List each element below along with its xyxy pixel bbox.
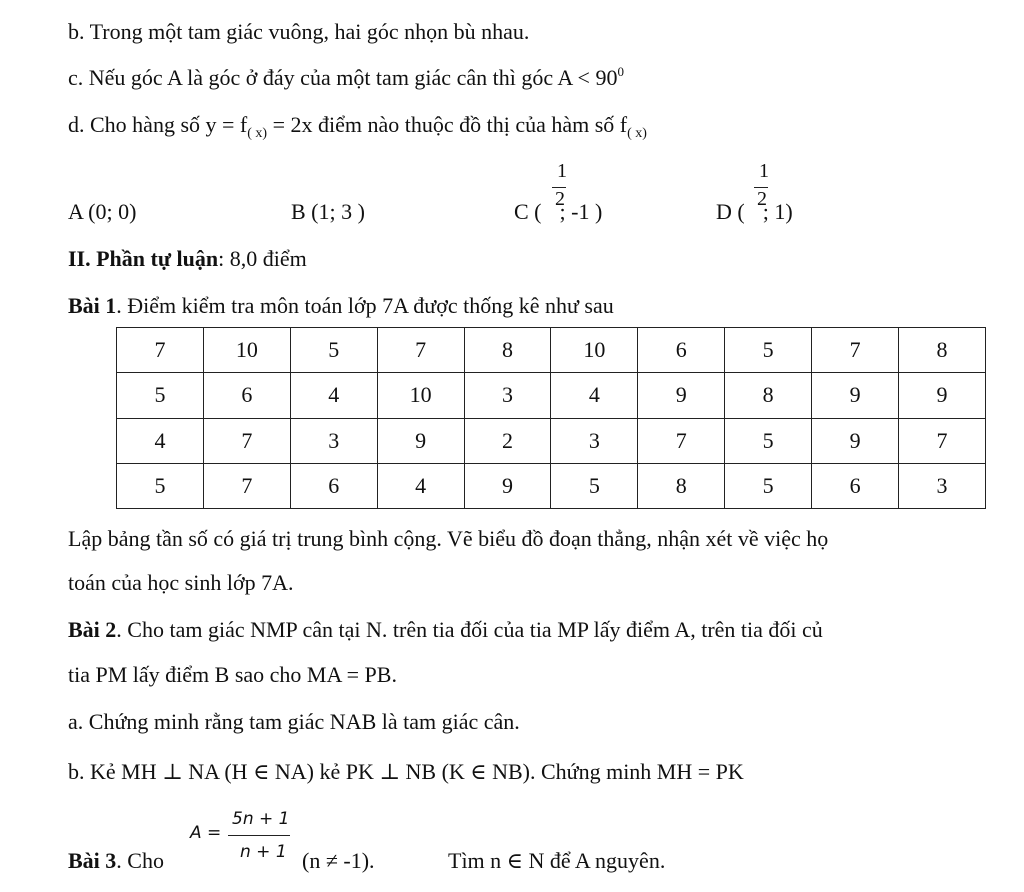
table-cell: 8: [899, 328, 986, 373]
table-cell: 6: [638, 328, 725, 373]
table-row: [117, 373, 986, 418]
table-cell: 4: [290, 373, 377, 418]
table-cell: 8: [725, 373, 812, 418]
option-d: [716, 199, 793, 225]
bai3-numerator: 5n + 1: [232, 809, 290, 829]
bai1-text: . Điểm kiểm tra môn toán lớp 7A được thống kê như sau: [116, 293, 614, 318]
option-c-denominator: 2: [555, 188, 565, 210]
section-title: II. Phần tự luận: [68, 246, 219, 271]
bai2-label: Bài 2: [68, 617, 117, 642]
table-row: [117, 418, 986, 463]
option-c-numerator: 1: [557, 160, 567, 182]
table-cell: 8: [638, 463, 725, 508]
bai3-heading: [68, 848, 164, 874]
option-d-suffix: ; 1): [762, 199, 793, 224]
bai2-part-b: b. Kẻ MH ⊥ NA (H ∈ NA) kẻ PK ⊥ NB (K ∈ NB). Chứng minh MH = PK: [68, 759, 744, 784]
function-subscript-1: ( x): [247, 126, 268, 141]
table-cell: 4: [117, 418, 204, 463]
option-d-numerator: 1: [759, 160, 769, 182]
table-cell: 9: [812, 418, 899, 463]
statement-d-part1: d. Cho hàng số y = f: [68, 112, 248, 137]
table-cell: 4: [377, 463, 464, 508]
statement-b: b. Trong một tam giác vuông, hai góc nhọn bù nhau.: [68, 19, 530, 44]
table-cell: 5: [117, 463, 204, 508]
table-cell: 5: [725, 328, 812, 373]
option-c-suffix: ; -1 ): [559, 199, 603, 224]
table-cell: 8: [464, 328, 551, 373]
table-cell: 9: [377, 418, 464, 463]
bai1-label: Bài 1: [68, 293, 117, 318]
bai3-denominator: n + 1: [240, 842, 287, 862]
table-cell: 9: [899, 373, 986, 418]
option-b: B (1; 3 ): [291, 199, 365, 224]
table-cell: 6: [203, 373, 290, 418]
statement-c-text: c. Nếu góc A là góc ở đáy của một tam giác cân thì góc A < 90: [68, 65, 618, 90]
option-a: A (0; 0): [68, 199, 137, 224]
table-cell: 4: [551, 373, 638, 418]
section-heading: [68, 246, 307, 272]
table-cell: 5: [117, 373, 204, 418]
bai2-line1: [68, 617, 823, 643]
bai3-cho: . Cho: [116, 848, 164, 873]
table-cell: 3: [290, 418, 377, 463]
table-cell: 5: [551, 463, 638, 508]
bai3-fraction-bar: [228, 835, 290, 836]
table-cell: 10: [203, 328, 290, 373]
bai3-label: Bài 3: [68, 848, 117, 873]
option-c-prefix: C (: [514, 199, 542, 224]
option-d-prefix: D (: [716, 199, 745, 224]
table-cell: 10: [551, 328, 638, 373]
table-cell: 3: [464, 373, 551, 418]
bai1-heading: [68, 293, 614, 319]
statement-d-part2: = 2x điểm nào thuộc đồ thị của hàm số f: [267, 112, 628, 137]
bai3-condition: (n ≠ -1).: [302, 848, 375, 873]
table-cell: 7: [812, 328, 899, 373]
statement-d: [68, 112, 647, 142]
table-cell: 9: [638, 373, 725, 418]
section-points: : 8,0 điểm: [218, 246, 307, 271]
table-cell: 7: [899, 418, 986, 463]
bai3-question: Tìm n ∈ N để A nguyên.: [448, 848, 666, 873]
table-cell: 7: [203, 418, 290, 463]
bai1-task-line2: toán của học sinh lớp 7A.: [68, 570, 294, 595]
table-row: [117, 463, 986, 508]
table-cell: 2: [464, 418, 551, 463]
table-cell: 6: [812, 463, 899, 508]
function-subscript-2: ( x): [627, 126, 647, 141]
bai2-line2: tia PM lấy điểm B sao cho MA = PB.: [68, 662, 397, 687]
table-cell: 7: [638, 418, 725, 463]
table-cell: 7: [203, 463, 290, 508]
table-cell: 10: [377, 373, 464, 418]
bai1-task-line1: Lập bảng tần số có giá trị trung bình cộng. Vẽ biểu đồ đoạn thẳng, nhận xét về việc họ: [68, 526, 829, 551]
statement-c: [68, 64, 624, 91]
table-cell: 3: [551, 418, 638, 463]
table-cell: 5: [290, 328, 377, 373]
table-cell: 9: [812, 373, 899, 418]
table-cell: 7: [117, 328, 204, 373]
scores-table: [116, 327, 986, 509]
bai2-text: . Cho tam giác NMP cân tại N. trên tia đối của tia MP lấy điểm A, trên tia đối củ: [116, 617, 823, 642]
table-cell: 7: [377, 328, 464, 373]
bai2-part-a: a. Chứng minh rằng tam giác NAB là tam giác cân.: [68, 709, 520, 734]
table-cell: 5: [725, 418, 812, 463]
table-cell: 3: [899, 463, 986, 508]
table-cell: 9: [464, 463, 551, 508]
bai3-lhs: A =: [190, 823, 222, 843]
option-d-denominator: 2: [757, 188, 767, 210]
degree-superscript: 0: [617, 64, 624, 79]
table-row: [117, 328, 986, 373]
table-cell: 5: [725, 463, 812, 508]
table-cell: 6: [290, 463, 377, 508]
